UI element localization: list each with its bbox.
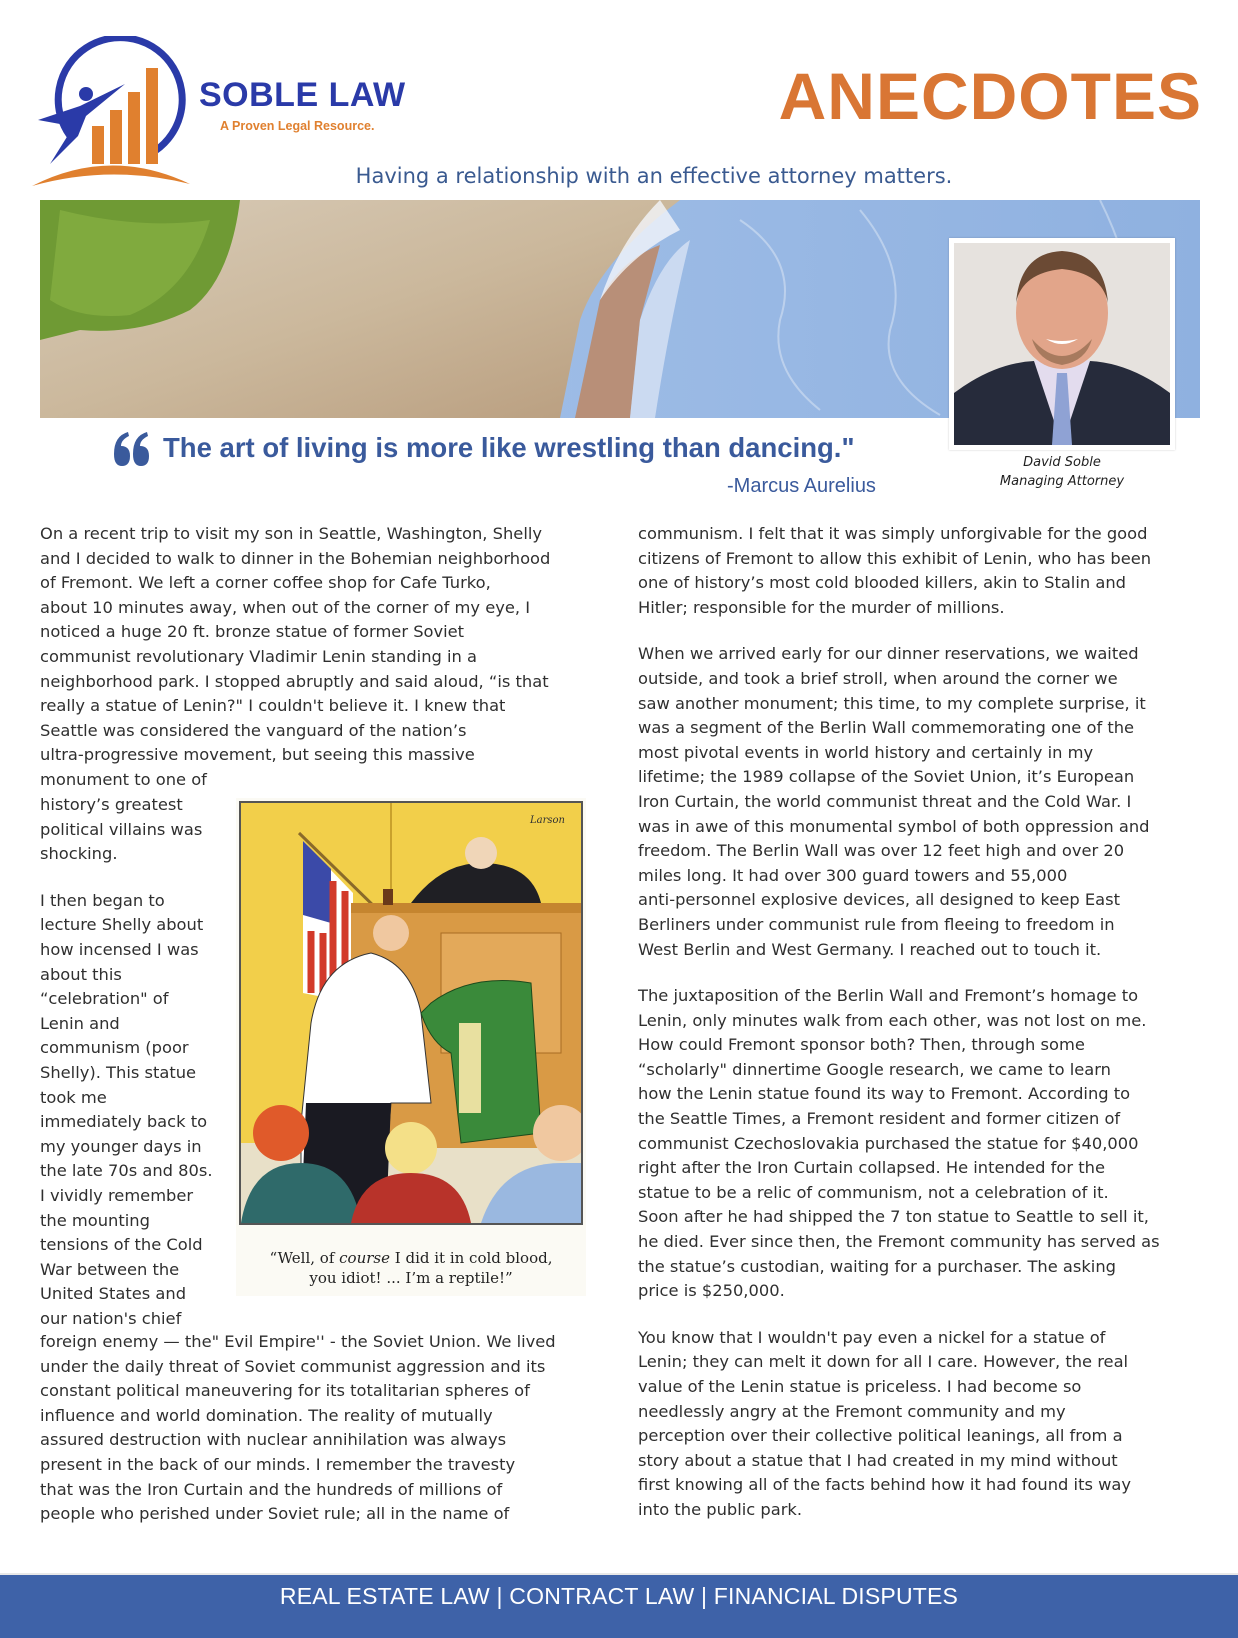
page-subtitle: Having a relationship with an effective attorney matters. <box>355 164 953 188</box>
text-line: the Seattle Times, a Fremont resident and former citizen of <box>638 1109 1121 1129</box>
text-line: constant political maneuvering for its totalitarian spheres of <box>40 1381 530 1401</box>
text-line: the statue’s custodian, waiting for a purchaser. The asking <box>638 1256 1116 1276</box>
text-line: When we arrived early for our dinner reservations, we waited <box>638 644 1139 664</box>
text-line: most pivotal events in world history and certainly in my <box>638 742 1094 762</box>
text-line: right after the Iron Curtain collapsed. He intended for the <box>638 1158 1105 1178</box>
text-line: shocking. <box>40 844 118 864</box>
text-line: perception over their collective political leanings, all from a <box>638 1426 1123 1446</box>
text-line: communism. I felt that it was simply unforgivable for the good <box>638 524 1148 543</box>
text-line: about 10 minutes away, when out of the corner of my eye, I <box>40 597 531 617</box>
text-line: The juxtaposition of the Berlin Wall and Fremont’s homage to <box>638 986 1139 1006</box>
cartoon-image <box>236 798 586 1296</box>
text-line: statue to be a relic of communism, not a celebration of it. <box>638 1182 1109 1202</box>
quote-text: The art of living is more like wrestling than dancing." <box>163 432 855 463</box>
brand-tagline: A Proven Legal Resource. <box>220 119 375 133</box>
text-line: West Berlin and West Germany. I reached out to touch it. <box>638 939 1102 959</box>
text-line: Lenin and <box>40 1013 120 1033</box>
text-line: “celebration" of <box>40 989 169 1009</box>
text-line: history’s greatest <box>40 795 183 814</box>
text-line: I then began to <box>40 890 165 910</box>
text-line: and I decided to walk to dinner in the Bohemian neighborhood <box>40 548 551 568</box>
quote-icon <box>112 432 152 468</box>
text-line: the mounting <box>40 1210 150 1230</box>
text-line: noticed a huge 20 ft. bronze statue of former Soviet <box>40 622 465 642</box>
text-line: On a recent trip to visit my son in Seattle, Washington, Shelly <box>40 524 543 543</box>
text-line: lifetime; the 1989 collapse of the Soviet Union, it’s European <box>638 767 1135 787</box>
text-line: political villains was <box>40 819 203 839</box>
quote-author: -Marcus Aurelius <box>727 475 876 497</box>
text-line: immediately back to <box>40 1112 208 1132</box>
article-left-bottom <box>40 1330 615 1527</box>
attorney-role: Managing Attorney <box>999 474 1125 489</box>
text-line: value of the Lenin statue is priceless. I had become so <box>638 1377 1082 1396</box>
text-line: story about a statue that I had created in my mind without <box>638 1450 1118 1470</box>
text-line: really a statue of Lenin?" I couldn't believe it. I knew that <box>40 696 506 716</box>
text-line: United States and <box>40 1284 187 1304</box>
text-line: Seattle was considered the vanguard of the nation’s <box>40 720 467 740</box>
text-line: tensions of the Cold <box>40 1235 203 1255</box>
text-line: Soon after he had shipped the 7 ton statue to Seattle to sell it, <box>638 1207 1149 1227</box>
text-line: assured destruction with nuclear annihilation was always <box>40 1430 507 1450</box>
cartoon-illustration <box>239 801 583 1225</box>
text-line: was a segment of the Berlin Wall commemorating one of the <box>638 718 1135 738</box>
text-line: neighborhood park. I stopped abruptly and said aloud, “is that <box>40 671 549 691</box>
attorney-caption <box>949 453 1175 491</box>
text-line: “scholarly" dinnertime Google research, we came to learn <box>638 1059 1111 1079</box>
text-line: freedom. The Berlin Wall was over 12 feet high and over 20 <box>638 841 1125 861</box>
attorney-name: David Soble <box>1023 455 1101 470</box>
text-line: one of history’s most cold blooded killers, akin to Stalin and <box>638 573 1126 593</box>
text-line: Berliners under communist rule from fleeing to freedom in <box>638 914 1115 934</box>
text-line: lecture Shelly about <box>40 915 204 935</box>
text-line: he died. Ever since then, the Fremont community has served as <box>638 1232 1160 1252</box>
text-line: foreign enemy — the" Evil Empire'' - the Soviet Union. We lived <box>40 1332 556 1351</box>
text-line: of Fremont. We left a corner coffee shop for Cafe Turko, <box>40 573 491 593</box>
practice-areas: REAL ESTATE LAW | CONTRACT LAW | FINANCIAL DISPUTES <box>279 1583 959 1609</box>
text-line: Iron Curtain, the world communist threat and the Cold War. I <box>638 791 1132 811</box>
attorney-portrait-photo <box>949 238 1175 450</box>
cartoon-signature: Larson <box>530 815 565 826</box>
text-line: price is $250,000. <box>638 1281 785 1301</box>
text-line: how the Lenin statue found its way to Fremont. According to <box>638 1084 1131 1104</box>
text-line: my younger days in <box>40 1136 202 1156</box>
text-line: influence and world domination. The reality of mutually <box>40 1405 493 1425</box>
text-line: present in the back of our minds. I remember the travesty <box>40 1454 516 1474</box>
text-line: saw another monument; this time, to my complete surprise, it <box>638 693 1146 713</box>
text-line: that was the Iron Curtain and the hundreds of millions of <box>40 1479 503 1499</box>
text-line: under the daily threat of Soviet communist aggression and its <box>40 1356 546 1376</box>
text-line: communism (poor <box>40 1038 189 1058</box>
text-line: miles long. It had over 300 guard towers and 55,000 <box>638 865 1068 885</box>
text-line: War between the <box>40 1259 180 1279</box>
article-left-top <box>40 522 615 793</box>
caption-text: you idiot! ... I’m a reptile!” <box>309 1269 513 1287</box>
text-line: anti-personnel explosive devices, all designed to keep East <box>638 890 1121 910</box>
text-line: Hitler; responsible for the murder of millions. <box>638 597 1005 617</box>
text-line: Lenin, only minutes walk from each other, was not lost on me. <box>638 1010 1147 1030</box>
text-line: outside, and took a brief stroll, when around the corner we <box>638 668 1118 688</box>
brand-name: SOBLE LAW <box>199 76 406 114</box>
text-line: I vividly remember <box>40 1185 194 1205</box>
text-line: into the public park. <box>638 1499 803 1519</box>
page-title: ANECDOTES <box>778 59 1202 133</box>
caption-text: “Well, of <box>269 1249 340 1267</box>
text-line: How could Fremont sponsor both? Then, through some <box>638 1035 1085 1055</box>
article-right-column <box>638 522 1213 1523</box>
cartoon-caption <box>236 1248 586 1288</box>
article-left-narrow <box>40 793 230 1331</box>
text-line: was in awe of this monumental symbol of both oppression and <box>638 816 1150 836</box>
text-line: communist Czechoslovakia purchased the statue for $40,000 <box>638 1133 1139 1153</box>
text-line: needlessly angry at the Fremont community and my <box>638 1401 1066 1421</box>
text-line: You know that I wouldn't pay even a nickel for a statue of <box>638 1327 1106 1347</box>
text-line: Lenin; they can melt it down for all I care. However, the real <box>638 1352 1129 1372</box>
text-line: first knowing all of the facts behind how it had found its way <box>638 1475 1132 1495</box>
text-line: communist revolutionary Vladimir Lenin standing in a <box>40 646 478 666</box>
text-line: people who perished under Soviet rule; all in the name of <box>40 1504 510 1524</box>
text-line: citizens of Fremont to allow this exhibit of Lenin, who has been <box>638 548 1152 568</box>
text-line: Shelly). This statue <box>40 1062 197 1082</box>
text-line: took me <box>40 1087 107 1107</box>
text-line: how incensed I was <box>40 939 199 959</box>
text-line: monument to one of <box>40 769 207 789</box>
text-line: about this <box>40 964 122 984</box>
text-line: the late 70s and 80s. <box>40 1161 213 1181</box>
text-line: ultra-progressive movement, but seeing this massive <box>40 745 475 765</box>
caption-emphasis: course <box>339 1249 390 1267</box>
caption-text: I did it in cold blood, <box>390 1249 553 1267</box>
text-line: our nation's chief <box>40 1308 182 1328</box>
